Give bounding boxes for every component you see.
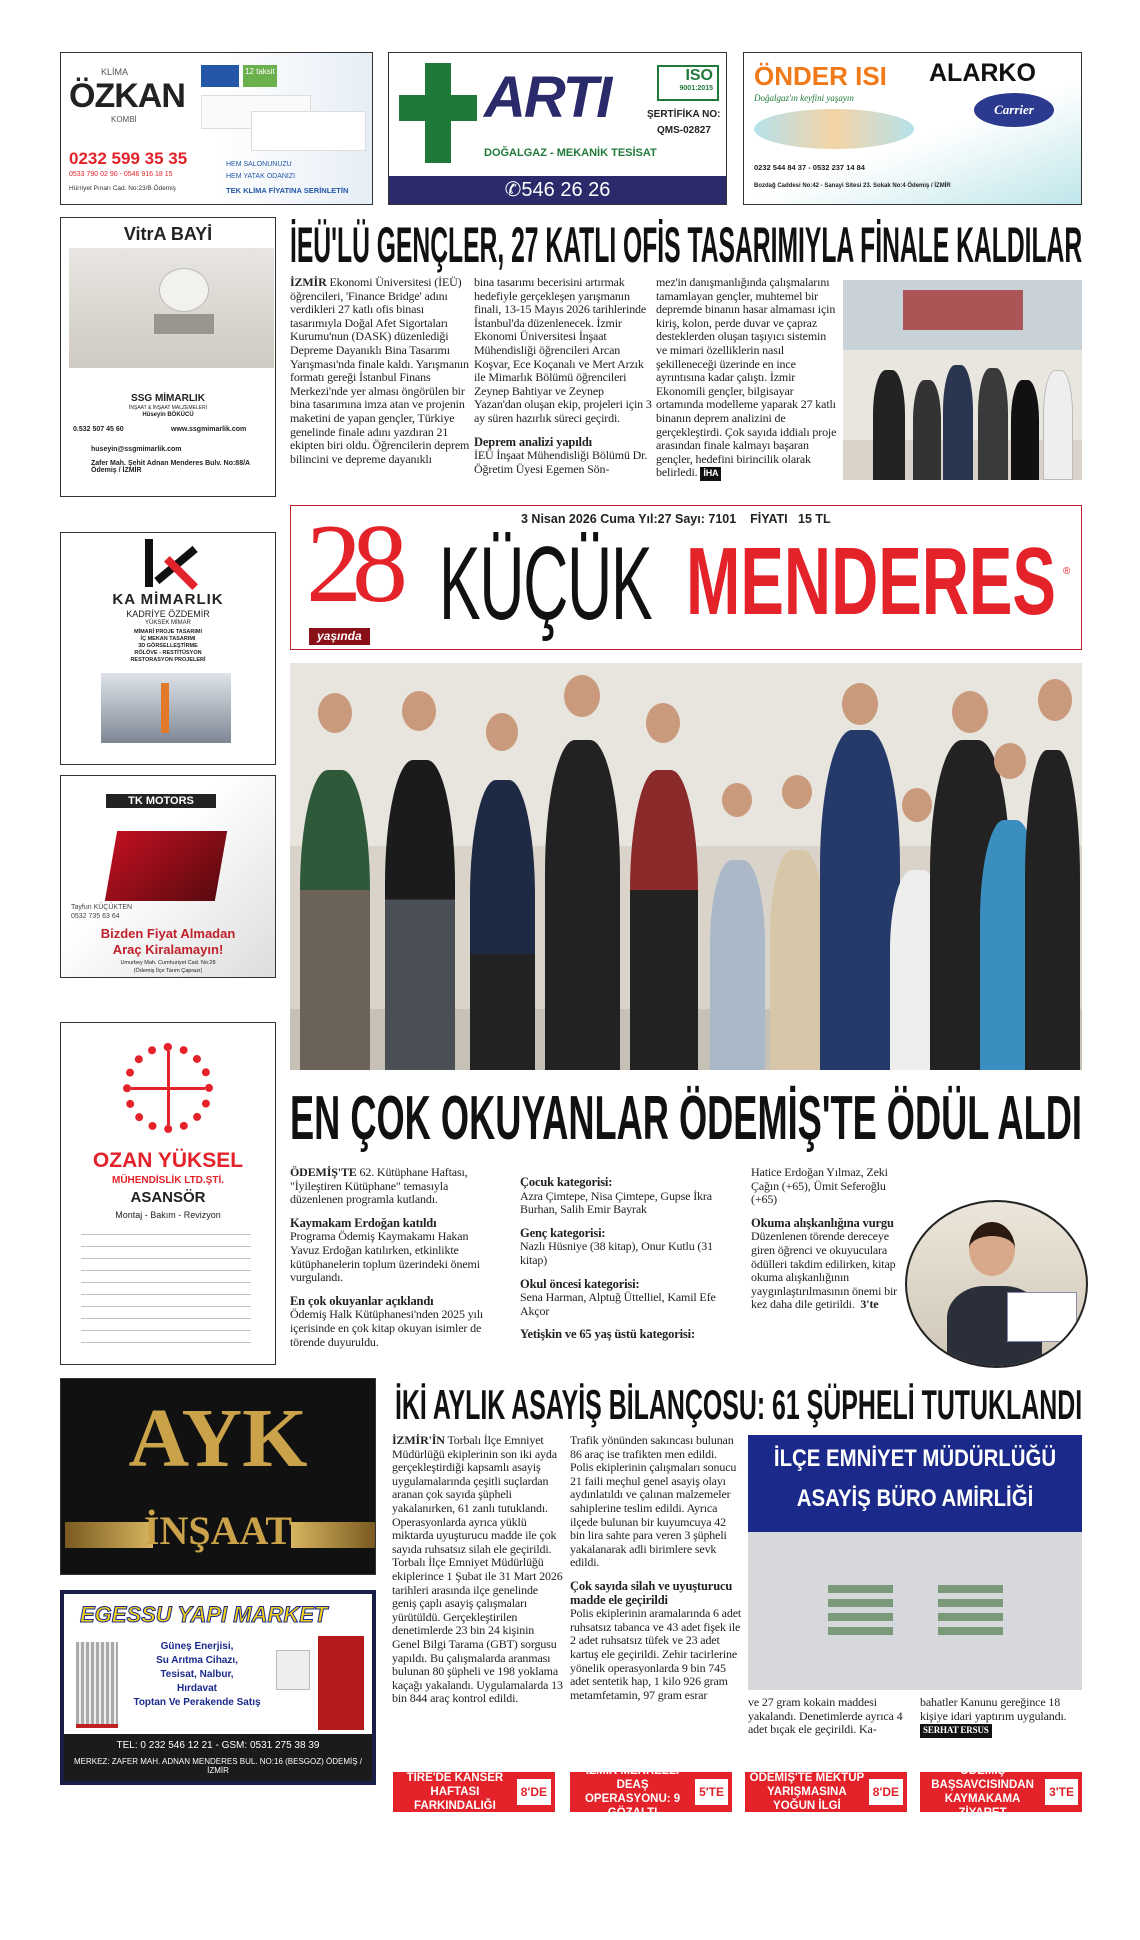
- story1-lead: İZMİR: [290, 275, 327, 289]
- carrier-logo: Carrier: [974, 93, 1054, 127]
- radiator-image: [276, 1650, 310, 1690]
- teaser-title: İZMİR MERKEZLİ DEAŞ OPERASYONU: 9 GÖZALTI: [584, 1765, 681, 1819]
- story3-text: Trafik yönünden sakıncası bulunan 86 araç ise trafikten men edildi. Polis ekiplerinin çalışmaları sonucu 21 faili meçhul genel asayiş olayı aydınlatıldı ve çalınan malzemeler sahiplerine teslim edildi. Ayrıca ilçede bulunan bir kuyumcuya 42 bin lira sahte para veren 3 şüpheli yakalanarak adli birimlere sevk edildi.: [570, 1433, 737, 1570]
- vitra-phone: 0.532 507 45 60: [73, 426, 124, 433]
- story1-text: mez'in danışmanlığında çalışmalarını tamamlayan gençler, muhtemel bir depremde binanın hasar almaması için kiriş, kolon, perde duvar ve çapraz desteklerden oluşan taşıyıcı sistemin ve mimari özelliklerin nasıl şekilleneceği üzerinde en ince ayrıntısına kadar çalıştı. İzmir Ekonomili gençler, bilgisayar ortamında modelleme yaparak 27 katlı binanın deprem analizini de gerçekleştirdi. Çok sayıda iddialı proje arasından finale kalmayı başaran gençler, hedefini birincilik olarak belirledi.: [656, 275, 837, 480]
- story1-text: İEÜ İnşaat Mühendisliği Bölümü Dr. Öğretim Üyesi Egemen Sön-: [474, 448, 648, 476]
- gear-logo-icon: [123, 1043, 213, 1133]
- price: 15 TL: [798, 512, 831, 526]
- story2-photo[interactable]: [290, 663, 1082, 1070]
- story3-text: Torbalı İlçe Emniyet Müdürlüğü ekiplerinin son iki ayda gerçekleştirdiği kapsamlı asayiş uygulamalarında çeşitli suçlardan aranan çok sayıda şüpheli yakalanırken, 61 zanlı tutuklandı. Operasyonlarda ayrıca yüklü miktarda uyuşturucu madde ile çok sayıda ruhsatsız silah ele geçirildi. Torbalı İlçe Emniyet Müdürlüğü ekiplerince 1 Şubat ile 31 Mart 2026 tarihleri arasında ilçe genelinde geniş çaplı asayiş çalışmaları yürütüldü. Gerçekleştirilen denetimlerde 23 bin 24 kişinin Genel Bilgi Tarama (GBT) sorgusu yapıldı. Bu çalışmalarda aranması bulunan 80 şüpheli ve 198 yoklama kaçağı yakalandı. Uygulamalarda 13 bin 844 araç kontrol edildi.: [392, 1433, 563, 1706]
- story2-subhead: Kaymakam Erdoğan katıldı: [290, 1215, 437, 1230]
- category-label: Okul öncesi kategorisi:: [520, 1276, 640, 1291]
- car-image: [105, 831, 227, 901]
- egessu-item: Güneş Enerjisi,: [160, 1641, 234, 1652]
- masthead-name1: KÜÇÜK: [439, 526, 652, 642]
- ozkan-badge-icon: [201, 65, 239, 87]
- solar-heater-image: [76, 1642, 118, 1728]
- tk-address2: (Ödemiş İlçe Tarım Çaprazı): [133, 968, 203, 974]
- ozkan-slogan2: HEM YATAK ODANIZI: [226, 173, 296, 180]
- story3-subhead: Çok sayıda silah ve uyuşturucu madde ele geçirildi: [570, 1578, 733, 1607]
- banknotes: [828, 1585, 893, 1635]
- egessu-item: Hırdavat: [176, 1683, 217, 1694]
- ozkan-address: Hürriyet Pınarı Cad. No:23/B Ödemiş: [69, 185, 176, 192]
- story3-headline[interactable]: İKİ AYLIK ASAYİŞ BİLANÇOSU: 61 ŞÜPHELİ TUTUKLANDI: [395, 1381, 1083, 1428]
- story1-col3: [656, 276, 838, 481]
- vitra-title: VitrA BAYİ: [123, 224, 213, 244]
- issue-info: [521, 512, 831, 526]
- tk-phone: 0532 735 63 64: [71, 913, 120, 920]
- egessu-items: [122, 1640, 272, 1710]
- story3-text: bahatler Kanunu gereğince 18 kişiye idari yaptırım uygulandı.: [920, 1695, 1067, 1723]
- story2-lead: ÖDEMİŞ'TE: [290, 1165, 357, 1179]
- cert-label: ŞERTİFİKA NO:: [647, 109, 721, 120]
- ad-egessu[interactable]: [60, 1590, 376, 1785]
- cross-logo-icon: [399, 63, 477, 163]
- ka-service: İÇ MEKAN TASARIMI: [140, 636, 196, 642]
- story3-photo[interactable]: [748, 1435, 1082, 1690]
- ka-service: MİMARİ PROJE TASARIMI: [133, 629, 203, 635]
- tk-person: Tayfun KÜÇÜKTEN: [71, 904, 133, 911]
- masthead-name2: MENDERES: [686, 528, 1056, 635]
- issue-date: 3 Nisan 2026 Cuma Yıl:27 Sayı: 7101: [521, 512, 737, 526]
- tk-logo: TK MOTORS: [106, 794, 216, 808]
- ozkan-brand-small: KLİMA: [101, 67, 129, 77]
- story1-text: bina tasarımı becerisini artırmak hedefiyle gerçekleşen yarışmanın finali, 13-15 Mayıs 2026 tarihlerinde İstanbul'da düzenlenecek. İzmir Ekonomi Üniversitesi İnşaat Mühendisliği öğrencileri Arcan Koşvar, Ece Koçanalı ve Mert Arzık ile Mimarlık Bölümü öğrencileri Zeynep Bahtiyar ve Zeynep Yazan'dan oluşan ekip, projeleri için 3 ay süren hazırlık süreci geçirdi.: [474, 275, 652, 425]
- ozan-title: OZAN YÜKSEL: [92, 1149, 244, 1172]
- category-names: Azra Çimtepe, Nisa Çimtepe, Gupse İkra Burhan, Salih Emir Bayrak: [520, 1188, 712, 1217]
- arti-phone: [389, 176, 726, 204]
- vitra-email: huseyin@ssgmimarlik.com: [91, 446, 182, 453]
- ka-logo-icon: [141, 539, 196, 587]
- masthead: [290, 502, 1082, 650]
- teaser-title: ÖDEMİŞ'TE MEKTUP YARIŞMASINA YOĞUN İLGİ: [749, 1772, 865, 1812]
- ka-services: [61, 629, 275, 664]
- arti-phone-text: 546 26 26: [521, 179, 611, 201]
- story1-text: Ekonomi Üniversitesi (İEÜ) öğrencileri, 'Finance Bridge' adını verdikleri 27 katlı ofis binası tasarımıyla Doğal Afet Sigortaları Kurumu'nun (DASK) düzenlediği Depreme Dayanıklı Bina Tasarımı Yarışması'nda finale kaldı. Yarışmanın formatı gereği İstanbul Finans Merkezi'nde yer alması öngörülen bir bina tasarımına imza atan ve projenin maketini de yapan gençler, Türkiye genelinde finale adını yazdıran 21 ekipten biri oldu. Öğrencilerin deprem bilincini ve depreme dayanıklı: [290, 275, 470, 466]
- ayk-sub: İNŞAAT: [143, 1508, 293, 1553]
- ad-ka-mimarlik[interactable]: [60, 532, 276, 765]
- story2-text: 62. Kütüphane Haftası, "İyileştiren Kütüphane" temasıyla düzenlenen programla kutlandı.: [290, 1165, 468, 1207]
- iso-badge: [657, 65, 719, 101]
- story3-lead: İZMİR'İN: [392, 1433, 445, 1447]
- ad-ayk-insaat[interactable]: [60, 1378, 376, 1575]
- ozkan-phone: 0232 599 35 35: [69, 149, 188, 168]
- bathroom-image: [69, 248, 274, 368]
- category-label: Yetişkin ve 65 yaş üstü kategorisi:: [520, 1327, 695, 1342]
- ka-role: YÜKSEK MİMAR: [144, 620, 191, 626]
- teaser-title: ÖDEMİŞ BAŞSAVCISINDAN KAYMAKAMA ZİYARET: [931, 1765, 1034, 1819]
- tk-slogan1: Bizden Fiyat Almadan: [100, 926, 236, 941]
- story2-text: Programa Ödemiş Kaymakamı Hakan Yavuz Erdoğan katılırken, etkinlikte kütüphanelerin toplum üzerindeki önemi vurgulandı.: [290, 1229, 480, 1285]
- ka-service: RESTORASYON PROJELERİ: [130, 657, 206, 663]
- story1-subhead: Deprem analizi yapıldı: [474, 434, 593, 449]
- category-names: Nazlı Hüsniye (38 kitap), Onur Kutlu (31 kitap): [520, 1239, 713, 1267]
- onder-logo: ÖNDER ISI: [754, 61, 887, 91]
- story3-text: ve 27 gram kokain maddesi yakalandı. Denetimlerde ayrıca 4 adet bıçak ele geçirildi. Ka-: [748, 1695, 903, 1737]
- ad-tk-motors[interactable]: [60, 775, 276, 978]
- photo-sign-line1: İLÇE EMNİYET MÜDÜRLÜĞÜ: [773, 1445, 1057, 1472]
- vitra-company: SSG MİMARLIK: [131, 393, 205, 404]
- phone-icon: ✆: [504, 179, 522, 201]
- onder-address: Bozdağ Caddesi No:42 - Sanayi Sitesi 23. Sokak No:4 Ödemiş / İZMİR: [754, 183, 951, 189]
- anniversary-number: 28: [306, 502, 398, 626]
- story1-col1: [290, 276, 470, 466]
- iso-number: 9001:2015: [679, 85, 713, 92]
- ka-title: KA MİMARLIK: [112, 591, 224, 608]
- ozkan-phone2: 0533 790 02 90 - 0546 916 18 15: [69, 171, 173, 178]
- ka-name: KADRİYE ÖZDEMİR: [126, 609, 210, 619]
- story3-col3: [748, 1696, 913, 1737]
- ozan-service: ASANSÖR: [130, 1189, 206, 1206]
- story2-text: Hatice Erdoğan Yılmaz, Zeki Çağın (+65), Ümit Seferoğlu (+65): [751, 1165, 888, 1207]
- story2-col1: [290, 1166, 495, 1349]
- story2-subhead: Okuma alışkanlığına vurgu: [751, 1215, 894, 1230]
- story2-subhead: En çok okuyanlar açıklandı: [290, 1293, 434, 1308]
- photo-sign-line2: ASAYİŞ BÜRO AMİRLİĞİ: [796, 1485, 1034, 1512]
- story3-col4: [920, 1696, 1085, 1738]
- story1-col2: [474, 276, 652, 476]
- teaser-page: 3'TE: [1045, 1779, 1078, 1805]
- story3-text: Polis ekiplerinin aramalarında 6 adet ruhsatsız tabanca ve 43 adet fişek ile 2 adet ruhsatsız tüfek ve 23 adet kartuş ele geçirildi. Zehir tacirlerine yönelik operasyonlarda 9 bin 745 adet sentetik hap, 1 kilo 926 gram metamfetamin, 97 gram esrar: [570, 1606, 742, 1702]
- egessu-address: MERKEZ: ZAFER MAH. ADNAN MENDERES BUL. NO:16 (BESGOZ) ÖDEMİŞ /İZMİR: [73, 1757, 363, 1775]
- egessu-item: Su Arıtma Cihazı,: [156, 1655, 238, 1666]
- teaser-page: 8'DE: [869, 1779, 903, 1805]
- category-names: Sena Harman, Alptuğ Üttelliel, Kamil Efe Akçor: [520, 1290, 716, 1318]
- egessu-logo: EGESSU YAPI MARKET: [80, 1602, 328, 1627]
- vitra-person: Hüseyin BÖKÜCÜ: [142, 412, 194, 418]
- story1-headline[interactable]: İEÜ'LÜ GENÇLER, 27 KATLI OFİS TASARIMIYLA FİNALE KALDILAR: [290, 217, 1083, 273]
- boiler-image: [318, 1636, 364, 1730]
- ad-ozan-yuksel[interactable]: [60, 1022, 276, 1365]
- anniversary-label: yaşında: [309, 628, 370, 645]
- banknotes: [938, 1585, 1003, 1635]
- price-label: FİYATI: [750, 512, 788, 526]
- ozkan-brand-sub: KOMBİ: [111, 115, 137, 124]
- registered-icon: ®: [1063, 566, 1071, 577]
- egessu-item: Toptan Ve Perakende Satış: [133, 1697, 261, 1708]
- onder-tagline: Doğalgaz'ın keyfini yaşayın: [754, 93, 854, 103]
- story2-jump-link[interactable]: 3'te: [860, 1297, 879, 1312]
- onder-phone: 0232 544 84 37 - 0532 237 14 84: [754, 163, 865, 172]
- arti-logo: ARTI: [484, 65, 611, 130]
- teaser-title: TİRE'DE KANSER HAFTASI FARKINDALIĞI: [406, 1772, 504, 1812]
- story2-col2: [520, 1166, 738, 1342]
- ka-service: RÖLÖVE - RESTİTÜSYON: [134, 650, 202, 656]
- egessu-phone: TEL: 0 232 546 12 21 - GSM: 0531 275 38 39: [116, 1740, 320, 1751]
- contact-lines: [81, 1228, 251, 1348]
- tk-slogan2: Araç Kiralamayın!: [112, 942, 224, 957]
- ad-onder-isi[interactable]: [743, 52, 1082, 205]
- story2-inset-photo[interactable]: [905, 1200, 1088, 1368]
- egessu-item: Tesisat, Nalbur,: [160, 1669, 234, 1680]
- tk-address: Umurbey Mah. Cumhuriyet Cad. No:28: [120, 960, 216, 966]
- ozkan-logo: ÖZKAN: [69, 77, 185, 115]
- ad-vitra[interactable]: [60, 217, 276, 497]
- wave-graphic: [754, 109, 914, 149]
- story2-text: Düzenlenen törende dereceye giren öğrenci ve okuyuculara ödülleri takdim edilirken, kitap okuma alışkanlığının yaygınlaştırılmasının önemi bir kez daha dile getirildi.: [751, 1229, 897, 1312]
- alarko-logo: ALARKO: [929, 59, 1036, 87]
- source-tag: İHA: [700, 467, 721, 481]
- story2-col3: [751, 1166, 901, 1312]
- ka-service: 3D GÖRSELLEŞTİRME: [138, 643, 198, 649]
- arti-sub: DOĞALGAZ - MEKANİK TESİSAT: [484, 147, 657, 159]
- vitra-address: Zafer Mah. Şehit Adnan Menderes Bulv. No:88/A Ödemiş / İZMİR: [91, 460, 250, 474]
- cert-number: QMS-02827: [657, 125, 711, 136]
- category-label: Çocuk kategorisi:: [520, 1175, 613, 1189]
- ozkan-slogan3: TEK KLİMA FİYATINA SERİNLETİN: [226, 186, 349, 195]
- story2-headline[interactable]: EN ÇOK OKUYANLAR ÖDEMİŞ'TE ÖDÜL ALDI: [290, 1084, 1082, 1153]
- ad-arti[interactable]: [388, 52, 727, 205]
- byline: SERHAT ERSUS: [920, 1724, 992, 1738]
- teaser-page: 8'DE: [517, 1779, 551, 1805]
- ozkan-slogan1: HEM SALONUNUZU: [226, 161, 292, 168]
- ozkan-badge: 12 taksit: [243, 65, 277, 87]
- story2-text: Ödemiş Halk Kütüphanesi'nden 2025 yılı içerisinde en çok kitap okuyan isimler de törende duyuruldu.: [290, 1307, 484, 1349]
- teaser-3[interactable]: [745, 1772, 907, 1812]
- ac-unit-icon: [251, 111, 366, 151]
- egessu-contact: [64, 1734, 372, 1781]
- ad-ozkan[interactable]: [60, 52, 373, 205]
- teaser-1[interactable]: [393, 1772, 555, 1812]
- story3-col1: [392, 1434, 564, 1706]
- category-label: Genç kategorisi:: [520, 1225, 606, 1240]
- teaser-page: 5'TE: [695, 1779, 728, 1805]
- teaser-4[interactable]: [920, 1765, 1082, 1819]
- vitra-company-sub: İNŞAAT & İNŞAAT MALZEMELERİ: [129, 405, 207, 411]
- ozan-services: Montaj - Bakım - Revizyon: [115, 1210, 221, 1220]
- ayk-logo: AYK: [128, 1392, 308, 1485]
- building-image: [101, 673, 231, 743]
- teaser-2[interactable]: [570, 1765, 732, 1819]
- story3-col2: [570, 1434, 742, 1702]
- vitra-web: www.ssgmimarlik.com: [171, 426, 247, 433]
- story1-photo[interactable]: [843, 280, 1082, 480]
- ozan-sub: MÜHENDİSLİK LTD.ŞTİ.: [111, 1175, 225, 1186]
- iso-label: ISO: [685, 67, 713, 84]
